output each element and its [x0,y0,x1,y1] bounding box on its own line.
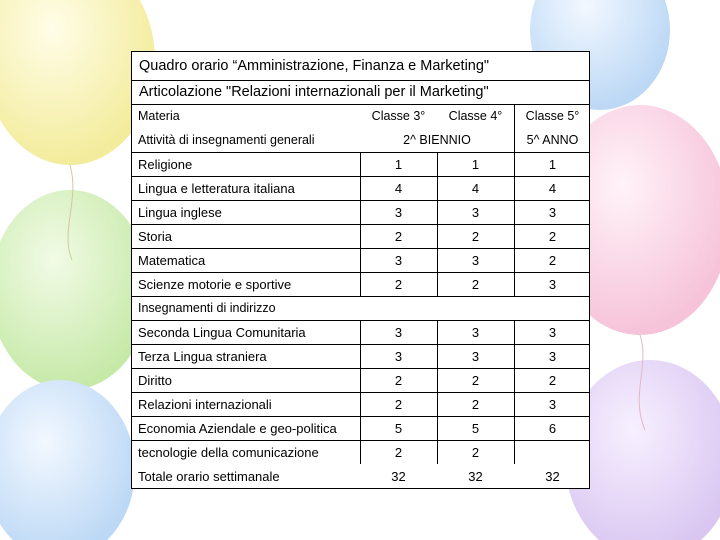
hours-classe4: 2 [471,228,480,244]
hours-classe4: 2 [471,276,480,292]
hours-classe5: 3 [548,396,557,412]
subject-name: tecnologie della comunicazione [138,444,319,460]
subject-name: Storia [138,228,172,244]
hours-classe3: 2 [394,444,403,460]
hours-classe3: 1 [394,156,403,172]
hours-classe5 [514,440,591,464]
hours-classe5: 6 [548,420,557,436]
hours-classe3: 2 [394,276,403,292]
hours-classe4: 5 [471,420,480,436]
timetable-table [131,51,590,489]
subject-name: Seconda Lingua Comunitaria [138,324,306,340]
hours-classe3: 2 [394,228,403,244]
subject-name: Lingua inglese [138,204,222,220]
hours-classe5: 3 [548,276,557,292]
hours-classe5: 2 [548,252,557,268]
balloon-blue-left [0,380,135,540]
hours-classe3: 3 [394,324,403,340]
subject-name: Terza Lingua straniera [138,348,267,364]
header-materia: Materia [138,109,180,123]
section-label-row [132,296,589,320]
total-classe5: 32 [545,468,560,484]
hours-classe4: 2 [471,396,480,412]
hours-classe3: 3 [394,348,403,364]
table-subtitle: Articolazione "Relazioni internazionali per il Marketing" [139,84,489,100]
total-label: Totale orario settimanale [138,468,280,484]
hours-classe3: 2 [394,396,403,412]
hours-classe5: 3 [548,324,557,340]
hours-classe5: 2 [548,228,557,244]
hours-classe5: 1 [548,156,557,172]
table-title-row [132,52,589,80]
hours-classe3: 3 [394,252,403,268]
subject-name: Relazioni internazionali [138,396,272,412]
header-classe3: Classe 3° [371,109,426,123]
hours-classe4: 3 [471,252,480,268]
hours-classe5: 3 [548,204,557,220]
hours-classe5: 4 [548,180,557,196]
hours-classe3: 2 [394,372,403,388]
subject-name: Matematica [138,252,206,268]
table-subtitle-row [132,80,589,104]
total-classe3: 32 [391,468,406,484]
subheader-anno: 5^ ANNO [526,133,579,147]
hours-classe5: 2 [548,372,557,388]
subject-name: Lingua e letteratura italiana [138,180,295,196]
hours-classe4: 4 [471,180,480,196]
hours-classe4: 2 [471,372,480,388]
hours-classe4: 3 [471,348,480,364]
hours-classe3: 3 [394,204,403,220]
total-row [132,464,589,488]
balloon-green [0,190,150,390]
hours-classe4: 3 [471,324,480,340]
total-classe4: 32 [468,468,483,484]
subject-name: Diritto [138,372,172,388]
hours-classe4: 3 [471,204,480,220]
hours-classe4: 2 [471,444,480,460]
section-indirizzo-label: Insegnamenti di indirizzo [138,301,276,315]
table-title: Quadro orario “Amministrazione, Finanza e Marketing" [139,58,490,74]
hours-classe3: 4 [394,180,403,196]
subheader-row [132,128,589,152]
header-classe5: Classe 5° [525,109,580,123]
column-header-row [132,104,589,128]
hours-classe5: 3 [548,348,557,364]
subject-name: Religione [138,156,193,172]
hours-classe3: 5 [394,420,403,436]
subheader-label: Attività di insegnamenti generali [138,133,315,147]
hours-classe4: 1 [471,156,480,172]
header-classe4: Classe 4° [448,109,503,123]
subject-name: Scienze motorie e sportive [138,276,292,292]
subject-name: Economia Aziendale e geo-politica [138,420,337,436]
subheader-biennio: 2^ BIENNIO [403,133,471,147]
